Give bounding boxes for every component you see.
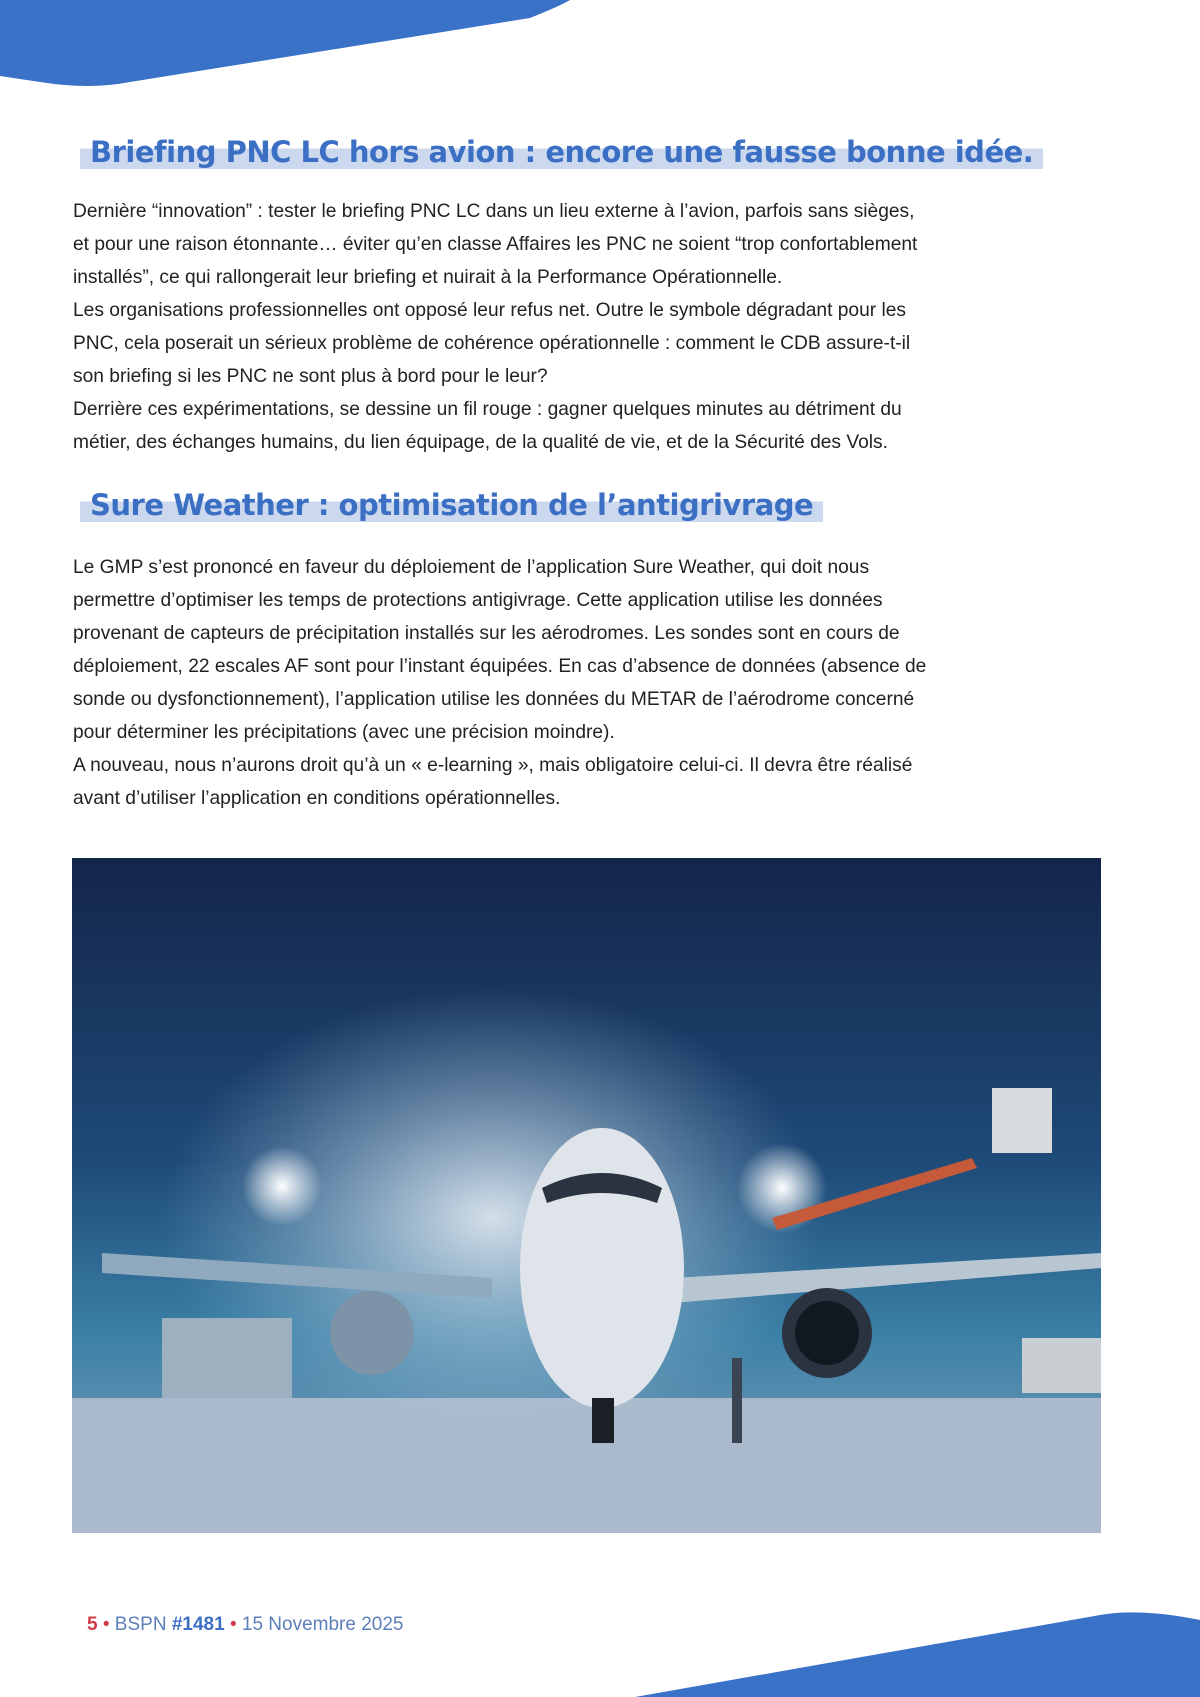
text-line: permettre d’optimiser les temps de protections antigivrage. Cette application utilise les données: [73, 590, 883, 611]
section-heading: Sure Weather : optimisation de l’antigrivrage: [80, 488, 823, 522]
section-heading: Briefing PNC LC hors avion : encore une fausse bonne idée.: [80, 135, 1043, 169]
text-line: provenant de capteurs de précipitation installés sur les aérodromes. Les sondes sont en cours de: [73, 623, 900, 644]
deicing-aircraft-photo: [72, 858, 1101, 1533]
text-line: installés”, ce qui rallongerait leur briefing et nuirait à la Performance Opérationnelle.: [73, 267, 783, 288]
publication-name: BSPN: [114, 1614, 172, 1635]
issue-date: 15 Novembre 2025: [241, 1614, 404, 1635]
text-line: Derrière ces expérimentations, se dessine un fil rouge : gagner quelques minutes au détriment du: [73, 399, 902, 420]
section-body: [73, 195, 1103, 459]
header-decoration: [0, 0, 600, 90]
text-line: sonde ou dysfonctionnement), l’application utilise les données du METAR de l’aérodrome concerné: [73, 689, 915, 710]
text-line: déploiement, 22 escales AF sont pour l’instant équipées. En cas d’absence de données (absence de: [73, 656, 927, 677]
text-line: pour déterminer les précipitations (avec une précision moindre).: [73, 722, 615, 743]
text-line: Dernière “innovation” : tester le briefing PNC LC dans un lieu externe à l’avion, parfois sans sièges,: [73, 201, 915, 222]
text-line: avant d’utiliser l’application en conditions opérationnelles.: [73, 788, 561, 809]
text-line: PNC, cela poserait un sérieux problème de cohérence opérationnelle : comment le CDB assure-t-il: [73, 333, 911, 354]
text-line: A nouveau, nous n’aurons droit qu’à un « e-learning », mais obligatoire celui-ci. Il devra être réalisé: [73, 755, 913, 776]
issue-number: #1481: [171, 1614, 225, 1635]
text-line: Les organisations professionnelles ont opposé leur refus net. Outre le symbole dégradant pour les: [73, 300, 907, 321]
text-line: son briefing si les PNC ne sont plus à bord pour le leur?: [73, 366, 548, 387]
separator: •: [224, 1614, 242, 1635]
page-number: 5: [87, 1614, 98, 1635]
text-line: Le GMP s’est prononcé en faveur du déploiement de l’application Sure Weather, qui doit nous: [73, 557, 870, 578]
text-line: métier, des échanges humains, du lien équipage, de la qualité de vie, et de la Sécurité des Vols.: [73, 432, 888, 453]
separator: •: [97, 1614, 115, 1635]
page-footer: [87, 1614, 404, 1636]
section-body: [73, 551, 1103, 815]
text-line: et pour une raison étonnante… éviter qu’en classe Affaires les PNC ne soient “trop confortablement: [73, 234, 918, 255]
footer-decoration: [620, 1600, 1200, 1697]
